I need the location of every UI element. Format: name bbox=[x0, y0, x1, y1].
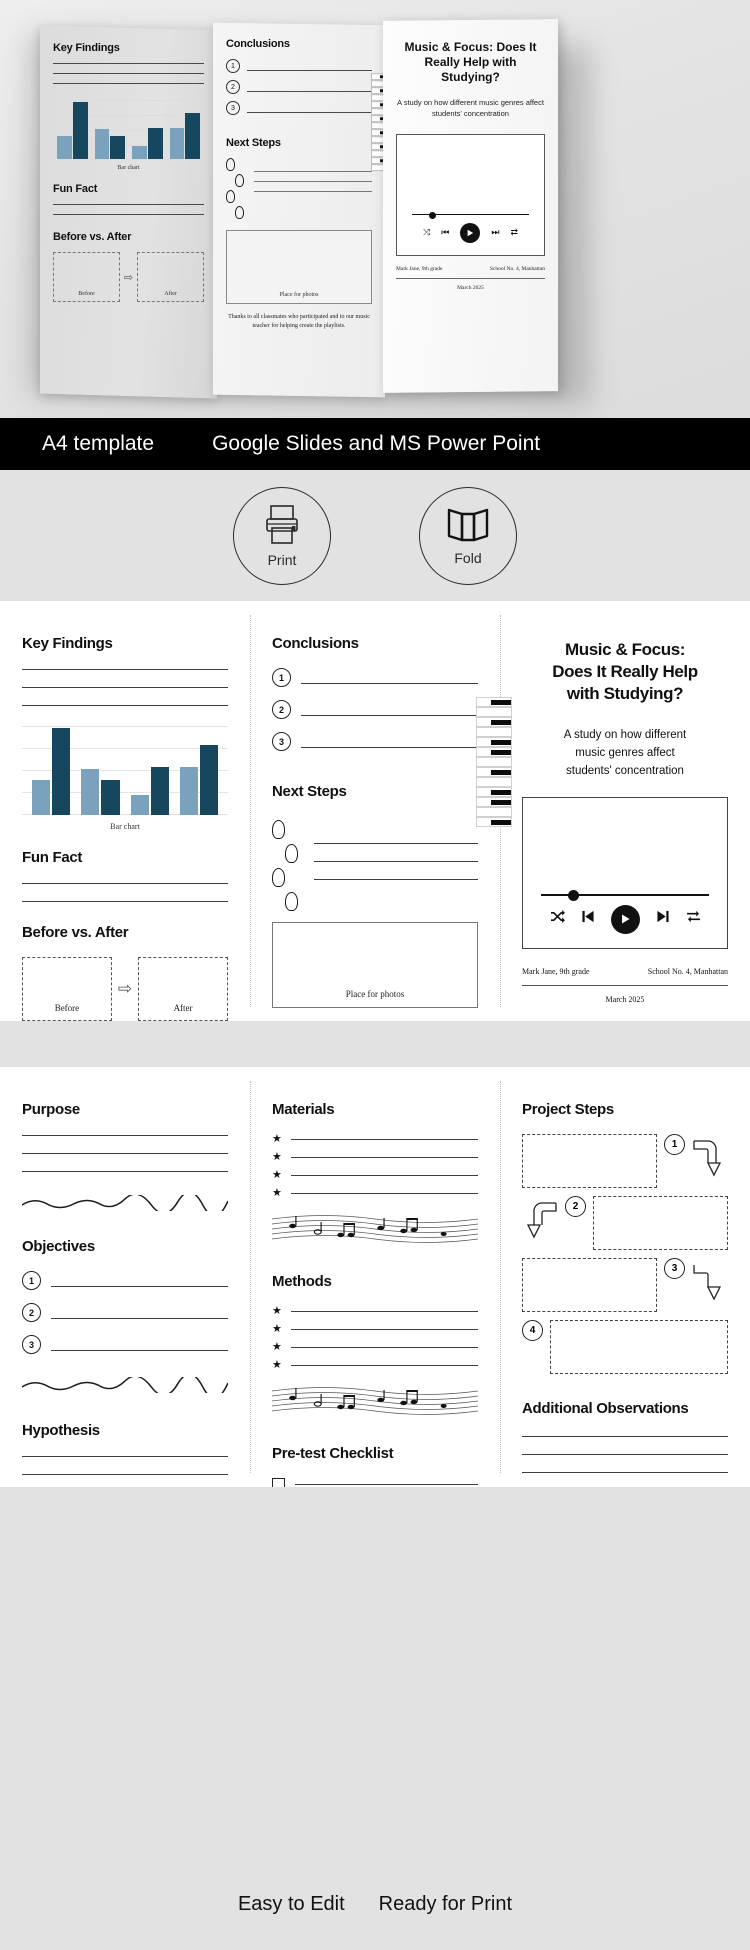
star-bullet: ★ bbox=[272, 1187, 282, 1199]
after-label: After bbox=[164, 291, 177, 297]
heading-next-steps: Next Steps bbox=[272, 783, 347, 800]
mockup-date: March 2025 bbox=[457, 284, 484, 291]
list-number: 1 bbox=[226, 59, 240, 73]
footer-easy-edit-label: Easy to Edit bbox=[237, 1892, 345, 1915]
cover-subtitle-line1: A study on how different bbox=[563, 729, 687, 742]
cover-school: School No. 4, Manhattan bbox=[647, 966, 728, 976]
list-number: 2 bbox=[226, 80, 240, 94]
music-staff-icon bbox=[272, 1382, 478, 1422]
write-line bbox=[22, 1171, 228, 1172]
write-line bbox=[314, 861, 478, 862]
write-line bbox=[22, 1456, 228, 1457]
footsteps-icon bbox=[226, 158, 248, 222]
star-bullet: ★ bbox=[272, 1341, 282, 1353]
printer-icon bbox=[258, 504, 306, 550]
mockup-heading-fun-fact: Fun Fact bbox=[53, 183, 98, 195]
cover-title-line1: Music & Focus: bbox=[564, 640, 686, 659]
bar-before bbox=[131, 795, 149, 815]
banner-a4-label: A4 template bbox=[42, 432, 155, 455]
mockup-panel-right bbox=[383, 19, 558, 393]
bar-after bbox=[101, 780, 119, 815]
mockup-author: Mark Jane, 9th grade bbox=[396, 265, 443, 272]
music-player bbox=[522, 797, 728, 949]
mockup-title: Music & Focus: Does It Really Help with Studying? bbox=[404, 40, 537, 84]
step-number: 3 bbox=[664, 1258, 685, 1279]
list-number: 3 bbox=[226, 101, 240, 115]
heading-purpose: Purpose bbox=[22, 1101, 80, 1118]
cover-subtitle-line2: music genres affect bbox=[575, 747, 675, 760]
arrow-down-right-icon bbox=[692, 1134, 728, 1178]
mockup-heading-conclusions: Conclusions bbox=[226, 38, 290, 50]
fold-feature bbox=[419, 487, 517, 585]
inside-column-purpose bbox=[0, 1067, 250, 1487]
trifold-icon bbox=[445, 506, 491, 548]
write-line bbox=[53, 83, 204, 84]
previous-icon: ⏮ bbox=[441, 227, 450, 237]
heading-materials: Materials bbox=[272, 1101, 335, 1118]
fold-label: Fold bbox=[454, 549, 482, 566]
heading-conclusions: Conclusions bbox=[272, 635, 359, 652]
inside-column-project-steps bbox=[500, 1067, 750, 1487]
mockup-chart-caption: Bar chart bbox=[117, 165, 140, 171]
play-icon bbox=[460, 223, 480, 243]
arrow-down-left-icon bbox=[522, 1196, 558, 1240]
after-label: After bbox=[173, 1003, 193, 1013]
player-progress-track[interactable] bbox=[541, 894, 708, 896]
bar-before bbox=[32, 780, 50, 815]
list-number: 3 bbox=[22, 1335, 41, 1354]
section-gap-bottom bbox=[0, 1487, 750, 1858]
step-box-4 bbox=[550, 1320, 728, 1374]
list-number: 2 bbox=[22, 1303, 41, 1322]
star-bullet: ★ bbox=[272, 1323, 282, 1335]
arrow-right-icon: ⇨ bbox=[123, 271, 134, 284]
star-bullet: ★ bbox=[272, 1133, 282, 1145]
heading-methods: Methods bbox=[272, 1273, 332, 1290]
list-number: 2 bbox=[272, 700, 291, 719]
mockup-heading-next-steps: Next Steps bbox=[226, 137, 281, 149]
mockup-subtitle: A study on how different music genres affect students' concentration bbox=[397, 98, 544, 119]
step-number: 2 bbox=[565, 1196, 586, 1217]
bar-group bbox=[131, 767, 169, 815]
list-number: 3 bbox=[272, 732, 291, 751]
heading-key-findings: Key Findings bbox=[22, 635, 113, 652]
photo-placeholder-label: Place for photos bbox=[279, 292, 319, 298]
bar-after bbox=[200, 745, 218, 815]
after-box bbox=[138, 957, 228, 1021]
mockup-photo-placeholder bbox=[226, 230, 372, 304]
print-label: Print bbox=[267, 551, 297, 568]
cover-subtitle-line3: students' concentration bbox=[566, 764, 684, 777]
step-box-3 bbox=[522, 1258, 657, 1312]
arrow-down-right-icon bbox=[692, 1258, 728, 1302]
write-line bbox=[314, 843, 478, 844]
brochure-outside-sheet bbox=[0, 601, 750, 1021]
before-label: Before bbox=[78, 291, 95, 297]
write-line bbox=[22, 1474, 228, 1475]
write-line bbox=[53, 63, 204, 64]
banner-software-label: Google Slides and MS Power Point bbox=[212, 432, 541, 455]
write-line bbox=[53, 73, 204, 74]
previous-icon[interactable] bbox=[581, 910, 595, 928]
write-line bbox=[22, 669, 228, 670]
heading-hypothesis: Hypothesis bbox=[22, 1422, 100, 1439]
footer-ready-print-label: Ready for Print bbox=[378, 1892, 513, 1915]
write-line bbox=[22, 1153, 228, 1154]
write-line bbox=[522, 1472, 728, 1473]
music-staff-icon bbox=[272, 1210, 478, 1250]
player-progress-knob bbox=[429, 212, 436, 219]
repeat-icon: ⇄ bbox=[510, 227, 518, 237]
star-bullet: ★ bbox=[272, 1305, 282, 1317]
section-gap bbox=[0, 1021, 750, 1067]
write-line bbox=[22, 901, 228, 902]
star-bullet: ★ bbox=[272, 1359, 282, 1371]
footsteps-icon bbox=[272, 816, 306, 916]
star-bullet: ★ bbox=[272, 1169, 282, 1181]
next-icon: ⏭ bbox=[491, 227, 500, 237]
step-number: 4 bbox=[522, 1320, 543, 1341]
mockup-school: School No. 4, Manhattan bbox=[489, 265, 545, 272]
photo-placeholder-label: Place for photos bbox=[345, 989, 405, 999]
next-icon[interactable] bbox=[656, 910, 670, 928]
shuffle-icon: ⤨ bbox=[423, 227, 431, 237]
arrow-right-icon: ⇨ bbox=[117, 979, 133, 998]
list-number: 1 bbox=[272, 668, 291, 687]
write-line bbox=[314, 879, 478, 880]
step-box-2 bbox=[593, 1196, 728, 1250]
heading-pretest-checklist: Pre-test Checklist bbox=[272, 1445, 394, 1462]
cover-date: March 2025 bbox=[605, 994, 645, 1004]
mockup-thanks-text: Thanks to all classmates who participated and to our music teacher for helping create the playlists. bbox=[228, 314, 370, 329]
print-feature bbox=[233, 487, 331, 585]
play-icon[interactable] bbox=[611, 905, 640, 934]
star-bullet: ★ bbox=[272, 1151, 282, 1163]
divider bbox=[522, 985, 728, 986]
write-line bbox=[22, 883, 228, 884]
bar-before bbox=[180, 767, 198, 815]
mockup-heading-key-findings: Key Findings bbox=[53, 42, 120, 54]
player-progress-knob[interactable] bbox=[568, 890, 579, 901]
footer-section bbox=[0, 1858, 750, 1950]
heading-fun-fact: Fun Fact bbox=[22, 849, 83, 866]
write-line bbox=[522, 1454, 728, 1455]
outside-column-cover bbox=[500, 601, 750, 1021]
mockup-section bbox=[0, 0, 750, 418]
bar-group bbox=[180, 745, 218, 815]
format-banner bbox=[0, 418, 750, 470]
write-line bbox=[53, 204, 204, 205]
mockup-panel-middle bbox=[213, 23, 385, 398]
repeat-icon[interactable] bbox=[686, 910, 701, 928]
photo-placeholder bbox=[272, 922, 478, 1008]
wave-divider-icon bbox=[22, 1377, 228, 1393]
heading-objectives: Objectives bbox=[22, 1238, 95, 1255]
heading-project-steps: Project Steps bbox=[522, 1101, 614, 1118]
bar-after bbox=[52, 728, 70, 815]
heading-before-after: Before vs. After bbox=[22, 924, 129, 941]
outside-column-key-findings bbox=[0, 601, 250, 1021]
cover-title-line2: Does It Really Help bbox=[552, 662, 698, 682]
inside-column-materials bbox=[250, 1067, 500, 1487]
before-box bbox=[22, 957, 112, 1021]
bar-group bbox=[32, 728, 70, 815]
write-line bbox=[22, 705, 228, 706]
shuffle-icon[interactable] bbox=[550, 910, 565, 928]
bar-before bbox=[81, 769, 99, 815]
mockup-panel-left bbox=[40, 26, 217, 399]
step-box-1 bbox=[522, 1134, 657, 1188]
write-line bbox=[22, 687, 228, 688]
features-section bbox=[0, 470, 750, 601]
mockup-before-box bbox=[53, 252, 120, 302]
outside-column-conclusions bbox=[250, 601, 500, 1021]
before-label: Before bbox=[54, 1003, 80, 1013]
chart-caption: Bar chart bbox=[110, 822, 140, 831]
bar-chart bbox=[22, 723, 228, 815]
wave-divider-icon bbox=[22, 1195, 228, 1211]
bar-group bbox=[81, 769, 119, 815]
piano-keys-icon bbox=[476, 697, 512, 827]
list-number: 1 bbox=[22, 1271, 41, 1290]
brochure-inside-sheet bbox=[0, 1067, 750, 1487]
step-number: 1 bbox=[664, 1134, 685, 1155]
cover-author: Mark Jane, 9th grade bbox=[522, 966, 590, 976]
write-line bbox=[522, 1436, 728, 1437]
heading-additional-observations: Additional Observations bbox=[522, 1400, 689, 1417]
write-line bbox=[22, 1135, 228, 1136]
mockup-music-player bbox=[396, 134, 545, 256]
write-line bbox=[53, 214, 204, 215]
bar-after bbox=[151, 767, 169, 815]
mockup-after-box bbox=[137, 252, 204, 302]
mockup-heading-before-after: Before vs. After bbox=[53, 231, 132, 243]
cover-title-line3: with Studying? bbox=[566, 684, 684, 704]
mockup-bar-chart bbox=[53, 98, 204, 160]
